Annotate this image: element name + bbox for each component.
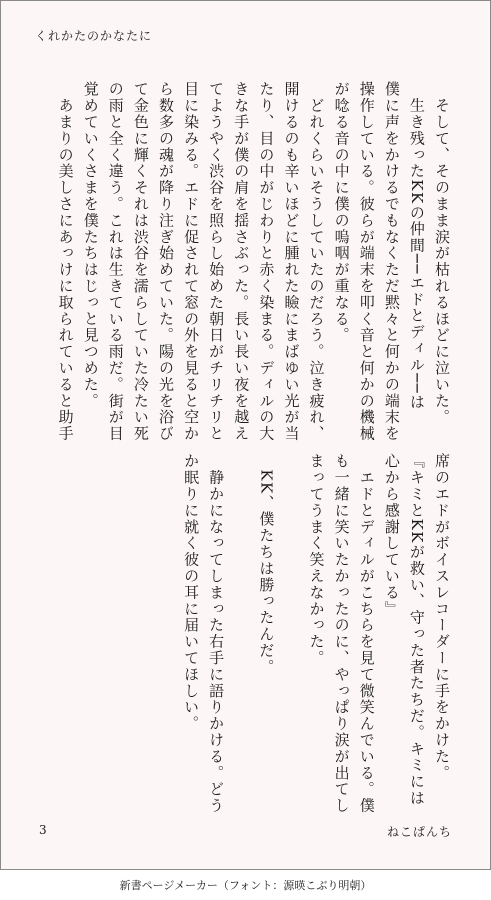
text-line: どれくらいそうしていたのだろう。泣き疲れ、 xyxy=(307,81,326,442)
text-line: 僕に声をかけるでもなくただ黙々と何かの端末を xyxy=(382,81,401,442)
text-line: 開けるのも辛いほどに腫れた瞼にまばゆい光が当 xyxy=(282,81,301,442)
text-line: が唸る音の中に僕の嗚咽が重なる。 xyxy=(332,81,351,344)
text-line: て金色に輝くそれは渋谷を濡らしていた冷たい死 xyxy=(131,81,150,442)
text-line: 心から感謝している』 xyxy=(382,453,401,617)
text-line: そして、そのまま涙が枯れるほどに泣いた。 xyxy=(433,81,451,426)
text-line: たり、目の中がじわりと赤く染まる。ディルの大 xyxy=(257,81,276,442)
text-line: ら数多の魂が降り注ぎ始めていた。陽の光を浴び xyxy=(156,81,175,442)
text-line: 静かになってしまった右手に語りかける。どう xyxy=(207,453,226,814)
text-block-top xyxy=(53,81,455,442)
text-block-bottom xyxy=(178,453,454,814)
text-line: あまりの美しさにあっけに取られていると助手 xyxy=(56,81,75,442)
story-title: くれかたのかなたに xyxy=(35,29,153,43)
text-line: 覚めていくさまを僕たちはじっと見つめた。 xyxy=(81,81,100,409)
text-line: の雨と全く違う。これは生きている雨だ。街が目 xyxy=(106,81,125,442)
generator-credit: 新書ページメーカー（フォント：源暎こぶり明朝） xyxy=(119,879,372,892)
blank-line xyxy=(228,453,253,783)
text-line: てようやく渋谷を照らし始めた朝日がチリチリと xyxy=(207,81,226,442)
text-line: 操作している。彼らが端末を叩く音と何かの機械 xyxy=(357,81,376,442)
text-line: か眠りに就く彼の耳に届いてほしい。 xyxy=(182,453,201,732)
text-line: 『キミとKKが救い、守った者たちだ。キミには xyxy=(407,453,426,807)
page-number: 3 xyxy=(39,823,47,837)
blank-line xyxy=(278,453,303,783)
author-name: ねこぱんち xyxy=(386,825,452,839)
text-line: 席のエドがボイスレコーダーに手をかけた。 xyxy=(433,453,451,781)
text-line: KK、僕たちは勝ったんだ。 xyxy=(257,453,276,676)
text-line: も一緒に笑いたかったのに、やっぱり涙が出てし xyxy=(332,453,351,814)
text-line: 生き残ったKKの仲間──エドとディル──は xyxy=(407,81,426,411)
text-line: きな手が僕の肩を揺さぶった。長い長い夜を越え xyxy=(232,81,251,442)
text-line: エドとディルがこちらを見て微笑んでいる。僕 xyxy=(357,453,376,814)
text-line: 目に染みる。エドに促されて窓の外を見ると空か xyxy=(182,81,201,442)
text-line: まってうまく笑えなかった。 xyxy=(307,453,326,667)
